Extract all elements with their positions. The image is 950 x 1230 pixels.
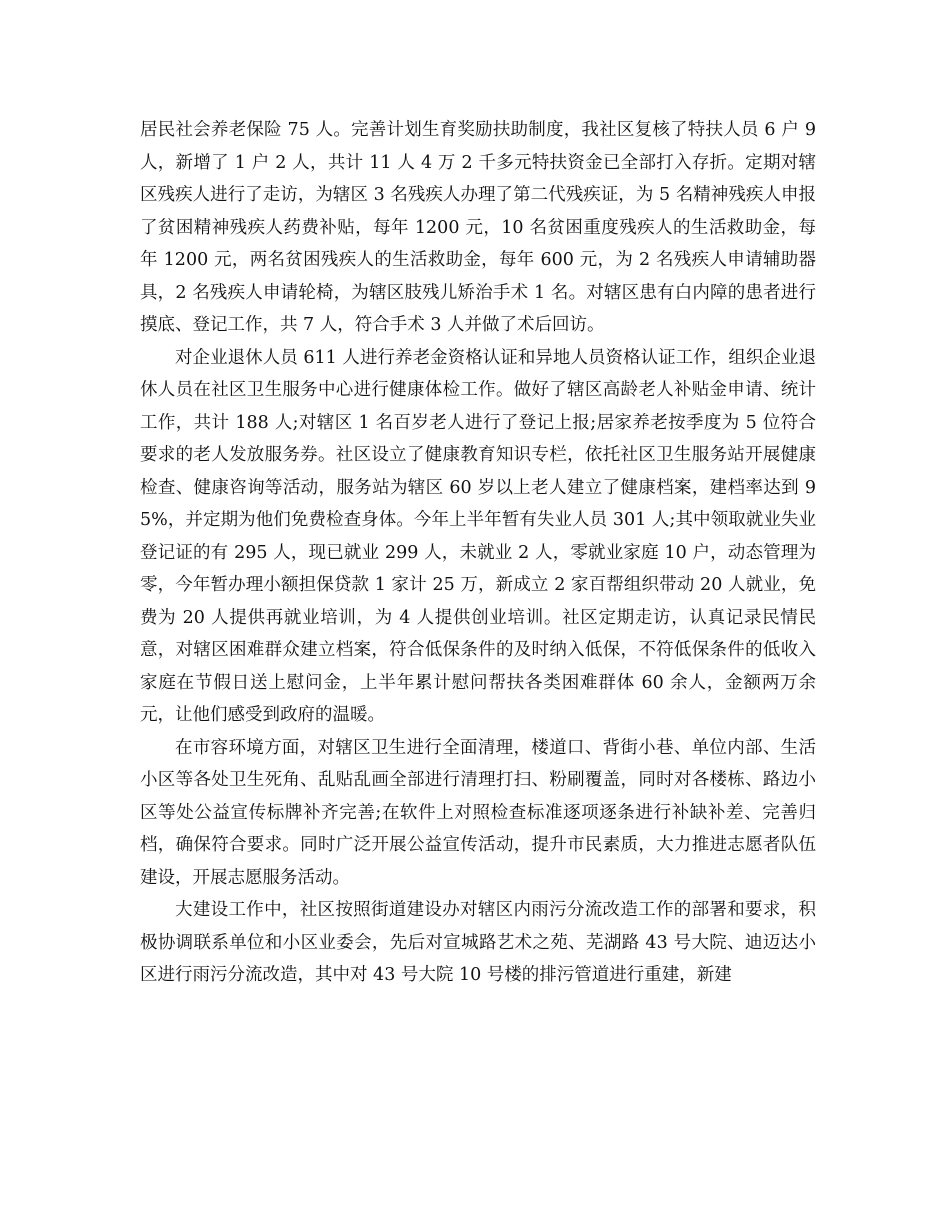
paragraph-2: 对企业退休人员 611 人进行养老金资格认证和异地人员资格认证工作，组织企业退休人员在社区卫生服务中心进行健康体检工作。做好了辖区高龄老人补贴金申请、统计工作，共计 188 人;对辖区 1 名百岁老人进行了登记上报;居家养老按季度为 5 位符合要求的老人发放服务券。社区设立了健康教育知识专栏，依托社区卫生服务站开展健康检查、健康咨询等活动，服务站为辖区 60 岁以上老人建立了健康档案，建档率达到 95%，并定期为他们免费检查身体。今年上半年暂有失业人员 301 人;其中领取就业失业登记证的有 295 人，现已就业 299 人，未就业 2 人，零就业家庭 10 户，动态管理为零，今年暂办理小额担保贷款 1 家计 25 万，新成立 2 家百帮组织带动 20 人就业，免费为 20 人提供再就业培训，为 4 人提供创业培训。社区定期走访，认真记录民情民意，对辖区困难群众建立档案，符合低保条件的及时纳入低保，不符低保条件的低收入家庭在节假日送上慰问金，上半年累计慰问帮扶各类困难群体 60 余人，金额两万余元，让他们感受到政府的温暖。 <box>140 347 816 725</box>
paragraph-3: 在市容环境方面，对辖区卫生进行全面清理，楼道口、背街小巷、单位内部、生活小区等各处卫生死角、乱贴乱画全部进行清理打扫、粉刷覆盖，同时对各楼栋、路边小区等处公益宣传标牌补齐完善;在软件上对照检查标准逐项逐条进行补缺补差、完善归档，确保符合要求。同时广泛开展公益宣传活动，提升市民素质，大力推进志愿者队伍建设，开展志愿服务活动。 <box>140 737 816 888</box>
document-body <box>140 114 816 992</box>
paragraph-4: 大建设工作中，社区按照街道建设办对辖区内雨污分流改造工作的部署和要求，积极协调联系单位和小区业委会，先后对宣城路艺术之苑、芜湖路 43 号大院、迪迈达小区进行雨污分流改造，其中对 43 号大院 10 号楼的排污管道进行重建，新建 <box>140 900 816 985</box>
paragraph-1: 居民社会养老保险 75 人。完善计划生育奖励扶助制度，我社区复核了特扶人员 6 户 9 人，新增了 1 户 2 人，共计 11 人 4 万 2 千多元特扶资金已全部打入存折。定期对辖区残疾人进行了走访，为辖区 3 名残疾人办理了第二代残疾证，为 5 名精神残疾人申报了贫困精神残疾人药费补贴，每年 1200 元，10 名贫困重度残疾人的生活救助金，每年 1200 元，两名贫困残疾人的生活救助金，每年 600 元，为 2 名残疾人申请辅助器具，2 名残疾人申请轮椅，为辖区肢残儿矫治手术 1 名。对辖区患有白内障的患者进行摸底、登记工作，共 7 人，符合手术 3 人并做了术后回访。 <box>140 120 816 335</box>
